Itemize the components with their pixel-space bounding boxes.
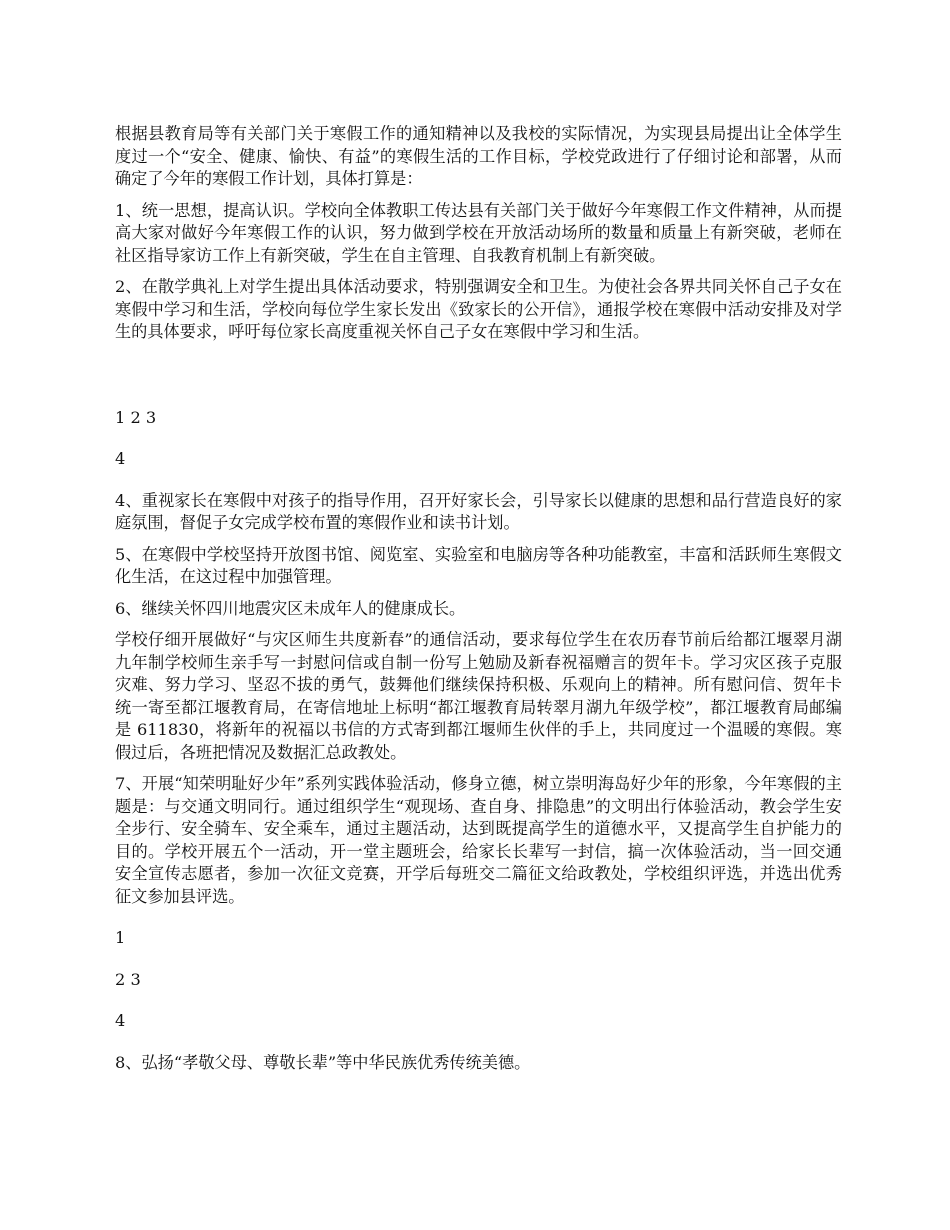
- number-fragment: 4: [115, 449, 126, 468]
- quake-letters-paragraph: 学校仔细开展做好“与灾区师生共度新春”的通信活动，要求每位学生在农历春节前后给都江堰翠月湖九年制学校师生亲手写一封慰问信或自制一份写上勉励及新春祝福赠言的贺年卡。学习灾区孩子克服灾难、努力学习、坚忍不拔的勇气，鼓舞他们继续保持积极、乐观向上的精神。所有慰问信、贺年卡统一寄至都江堰教育局，在寄信地址上标明“都江堰教育局转翠月湖九年级学校”，都江堰教育局邮编是 611830，将新年的祝福以书信的方式寄到都江堰师生伙伴的手上，共同度过一个温暖的寒假。寒假过后，各班把情况及数据汇总政教处。: [115, 630, 842, 762]
- number-fragment: 2 3: [115, 969, 141, 989]
- item-4-paragraph: 4、重视家长在寒假中对孩子的指导作用，召开好家长会，引导家长以健康的思想和品行营造良好的家庭氛围，督促子女完成学校布置的寒假作业和读书计划。: [115, 490, 842, 532]
- item-5-paragraph: 5、在寒假中学校坚持开放图书馆、阅览室、实验室和电脑房等各种功能教室，丰富和活跃师生寒假文化生活，在这过程中加强管理。: [115, 544, 842, 586]
- number-fragment: 1: [115, 928, 126, 947]
- number-fragment: 4: [115, 1011, 126, 1030]
- document-page: [115, 123, 842, 1074]
- intro-paragraph: 根据县教育局等有关部门关于寒假工作的通知精神以及我校的实际情况，为实现县局提出让全体学生度过一个“安全、健康、愉快、有益”的寒假生活的工作目标，学校党政进行了仔细讨论和部署，从而确定了今年的寒假工作计划，具体打算是：: [115, 124, 842, 188]
- item-6-paragraph: 6、继续关怀四川地震灾区未成年人的健康成长。: [115, 598, 466, 618]
- item-8-paragraph: 8、弘扬“孝敬父母、尊敬长辈”等中华民族优秀传统美德。: [115, 1052, 531, 1072]
- item-7-paragraph: 7、开展“知荣明耻好少年”系列实践体验活动，修身立德，树立崇明海岛好少年的形象，今年寒假的主题是：与交通文明同行。通过组织学生“观现场、查自身、排隐患”的文明出行体验活动，教会学生安全步行、安全骑车、安全乘车，通过主题活动，达到既提高学生的道德水平，又提高学生自护能力的目的。学校开展五个一活动，开一堂主题班会，给家长长辈写一封信，搞一次体验活动，当一回交通安全宣传志愿者，参加一次征文竞赛，开学后每班交二篇征文给政教处，学校组织评选，并选出优秀征文参加县评选。: [115, 774, 842, 906]
- item-2-paragraph: 2、在散学典礼上对学生提出具体活动要求，特别强调安全和卫生。为使社会各界共同关怀自己子女在寒假中学习和生活，学校向每位学生家长发出《致家长的公开信》，通报学校在寒假中活动安排及对学生的具体要求，呼吁每位家长高度重视关怀自己子女在寒假中学习和生活。: [115, 277, 842, 341]
- number-fragment: 1 2 3: [115, 407, 157, 427]
- item-1-paragraph: 1、统一思想，提高认识。学校向全体教职工传达县有关部门关于做好今年寒假工作文件精神，从而提高大家对做好今年寒假工作的认识，努力做到学校在开放活动场所的数量和质量上有新突破，老师在社区指导家访工作上有新突破，学生在自主管理、自我教育机制上有新突破。: [115, 200, 842, 265]
